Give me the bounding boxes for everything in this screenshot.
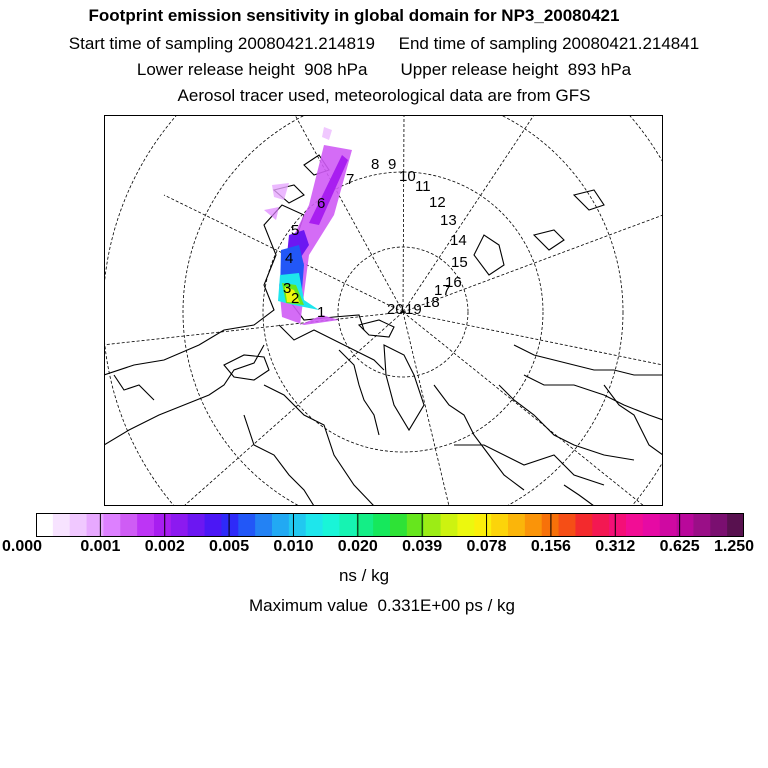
legend-tick-label: 0.020 (337, 538, 378, 555)
day-marker-17: 17 (434, 282, 451, 299)
maximum-value: Maximum value 0.331E+00 ps / kg (249, 596, 515, 615)
tracer-info: Aerosol tracer used, meteorological data are from GFS (177, 86, 591, 105)
day-marker-4: 4 (285, 250, 294, 267)
legend-color-cell (441, 513, 458, 537)
day-marker-2: 2 (291, 290, 300, 307)
legend-color-cell (626, 513, 643, 537)
legend-color-cell (36, 513, 53, 537)
day-marker-6: 6 (317, 195, 326, 212)
legend-color-cell (255, 513, 272, 537)
legend-color-cell (306, 513, 323, 537)
day-marker-20: 20 (387, 301, 404, 318)
legend-color-cell (727, 513, 744, 537)
legend-color-cell (592, 513, 609, 537)
legend-color-cell (339, 513, 356, 537)
legend-color-cell (221, 513, 238, 537)
legend-color-cell (154, 513, 171, 537)
legend-color-cell (272, 513, 289, 537)
day-marker-3: 3 (283, 280, 292, 297)
legend-color-cell (643, 513, 660, 537)
day-marker-9: 9 (388, 156, 397, 173)
legend-color-cell (508, 513, 525, 537)
day-marker-16: 16 (445, 274, 462, 291)
legend-color-cell (137, 513, 154, 537)
legend-tick-label: 0.312 (595, 538, 636, 555)
legend-color-cell (87, 513, 104, 537)
legend-color-cell (491, 513, 508, 537)
legend-color-cell (424, 513, 441, 537)
color-legend (36, 513, 744, 537)
legend-color-cell (70, 513, 87, 537)
legend-color-cell (559, 513, 576, 537)
day-marker-11: 11 (415, 178, 431, 195)
plot-title: Footprint emission sensitivity in global domain for NP3_20080421 (88, 6, 620, 25)
legend-color-cell (609, 513, 626, 537)
sampling-times: Start time of sampling 20080421.214819 End time of sampling 20080421.214841 (68, 34, 700, 53)
day-marker-7: 7 (346, 171, 355, 188)
legend-tick-label: 0.000 (1, 538, 43, 555)
legend-color-cell (171, 513, 188, 537)
day-marker-5: 5 (291, 222, 300, 239)
day-marker-8: 8 (371, 156, 380, 173)
legend-color-cell (525, 513, 542, 537)
legend-color-cell (390, 513, 407, 537)
release-heights: Lower release height 908 hPa Upper release height 893 hPa (136, 60, 632, 79)
day-marker-13: 13 (440, 212, 457, 229)
legend-tick-label: 0.625 (659, 538, 700, 555)
legend-color-cell (373, 513, 390, 537)
day-marker-19: 19 (405, 301, 422, 318)
day-marker-18: 18 (423, 294, 440, 311)
legend-color-cell (188, 513, 205, 537)
legend-tick-label: 0.039 (402, 538, 443, 555)
day-marker-1: 1 (317, 304, 326, 321)
legend-tick-label: 0.156 (530, 538, 571, 555)
legend-color-cell (323, 513, 340, 537)
legend-tick-label: 0.001 (80, 538, 121, 555)
legend-color-cell (457, 513, 474, 537)
day-marker-10: 10 (399, 168, 416, 185)
legend-color-cell (53, 513, 70, 537)
legend-color-cell (693, 513, 710, 537)
legend-color-cell (710, 513, 727, 537)
legend-tick-label: 0.010 (273, 538, 314, 555)
legend-unit: ns / kg (338, 566, 390, 585)
legend-color-cell (474, 513, 491, 537)
legend-color-cell (660, 513, 677, 537)
legend-color-cell (238, 513, 255, 537)
legend-tick-label: 0.005 (209, 538, 250, 555)
footprint-map (104, 115, 663, 506)
legend-color-cell (356, 513, 373, 537)
day-marker-12: 12 (429, 194, 446, 211)
day-marker-15: 15 (451, 254, 468, 271)
legend-color-cell (575, 513, 592, 537)
legend-tick-label: 1.250 (713, 538, 755, 555)
legend-tick-label: 0.078 (466, 538, 507, 555)
legend-tick-label: 0.002 (144, 538, 185, 555)
legend-color-cell (103, 513, 120, 537)
legend-color-cell (205, 513, 222, 537)
legend-color-cell (120, 513, 137, 537)
legend-color-cell (289, 513, 306, 537)
day-marker-14: 14 (450, 232, 467, 249)
